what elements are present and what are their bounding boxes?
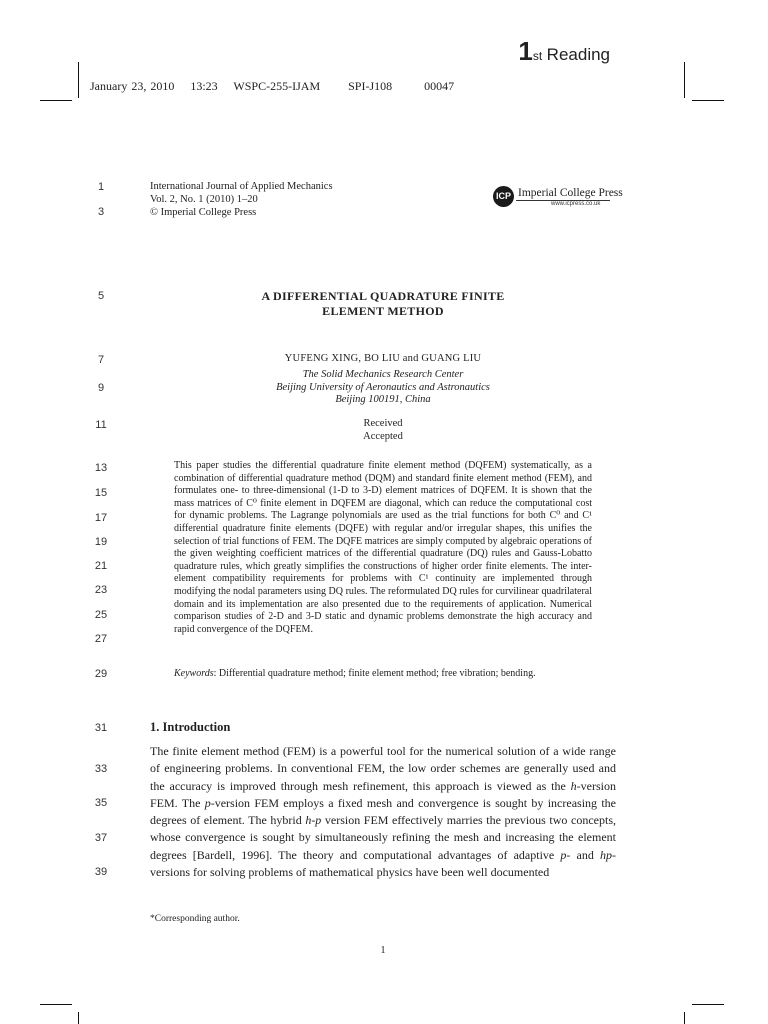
affiliation-line-1: The Solid Mechanics Research Center bbox=[302, 369, 464, 380]
line-number: 27 bbox=[94, 633, 108, 645]
intro-text: -versions for solving problems of mathematical physics have been well documented bbox=[150, 847, 616, 880]
intro-text: -version FEM. The bbox=[150, 778, 616, 810]
intro-text: -version FEM employs a fixed mesh and convergence is sought by increasing the degrees of element. The hybrid bbox=[150, 795, 616, 828]
line-number: 35 bbox=[94, 797, 108, 809]
line-number: 11 bbox=[95, 419, 107, 431]
journal-info bbox=[150, 180, 333, 219]
line-number: 5 bbox=[97, 290, 105, 302]
intro-italic: hp bbox=[600, 847, 612, 862]
first-reading-number: 1 bbox=[518, 36, 533, 66]
crop-mark-top-left-vertical bbox=[78, 62, 79, 98]
crop-mark-bottom-right-vertical bbox=[684, 1012, 685, 1024]
first-reading-text: Reading bbox=[546, 45, 610, 64]
received-dates bbox=[150, 418, 616, 443]
journal-volume: Vol. 2, No. 1 (2010) 1–20 bbox=[150, 194, 258, 205]
intro-text: - and bbox=[566, 847, 600, 862]
publisher-url: www.icpress.co.uk bbox=[551, 201, 601, 207]
line-number: 7 bbox=[97, 354, 105, 366]
crop-mark-bottom-left-vertical bbox=[78, 1012, 79, 1024]
affiliation bbox=[150, 369, 616, 407]
intro-italic: h bbox=[570, 778, 577, 793]
affiliation-line-2: Beijing University of Aeronautics and Astronautics bbox=[276, 381, 490, 393]
line-number: 9 bbox=[97, 382, 105, 394]
title-line-2: ELEMENT METHOD bbox=[322, 304, 444, 318]
footnote: *Corresponding author. bbox=[150, 914, 240, 924]
line-number: 19 bbox=[94, 536, 108, 548]
keywords bbox=[174, 668, 592, 681]
journal-copyright: © Imperial College Press bbox=[150, 207, 257, 218]
line-number: 1 bbox=[97, 181, 105, 193]
line-number: 23 bbox=[94, 584, 108, 596]
line-number: 13 bbox=[94, 462, 108, 474]
accepted-label: Accepted bbox=[363, 430, 403, 442]
line-number: 31 bbox=[94, 722, 108, 734]
page-number: 1 bbox=[380, 945, 386, 956]
affiliation-line-3: Beijing 100191, China bbox=[335, 394, 431, 405]
abstract: This paper studies the differential quadrature finite element method (DQFEM) systematically, as a combination of differential quadrature method (DQM) and standard finite element method (FEM), and formulates one- to three-dimensional (1-D to 3-D) element matrices of DQFEM. It is shown that the mass matrices of C⁰ finite element in DQFEM are diagonal, which can reduce the computational cost for dynamic problems. The Lagrange polynomials are used as the trial functions for both C⁰ and C¹ differential quadrature finite elements (DQFE) with regular and/or irregular shapes, this unifies the selection of trial functions of FEM. The DQFE matrices are simply computed by algebraic operations of the given weighting coefficient matrices of the differential quadrature (DQ) rules and Gauss-Lobatto quadrature rules, which greatly simplifies the constructions of higher order finite elements. The inter-element compatibility requirements for problems with C¹ continuity are implemented through modifying the nodal parameters using DQ rules. The reformulated DQ rules for curvilinear quadrilateral domain and its implementation are also presented due to the requirements of application. Numerical comparison studies of 2-D and 3-D static and dynamic problems demonstrate the high accuracy and rapid convergence of the DQFEM. bbox=[174, 460, 592, 635]
line-number: 17 bbox=[94, 512, 108, 524]
line-number: 25 bbox=[94, 609, 108, 621]
intro-text: The finite element method (FEM) is a powerful tool for the numerical solution of a wide range of engineering problems. In conventional FEM, the low order schemes are generally used and the accuracy is improved through mesh refinement, this approach is viewed as the bbox=[150, 744, 616, 793]
crop-mark-top-left-horizontal bbox=[40, 100, 72, 101]
line-number: 39 bbox=[94, 866, 108, 878]
crop-mark-bottom-left-horizontal bbox=[40, 1004, 72, 1005]
paper-title bbox=[150, 289, 616, 319]
running-header: January 23, 2010 13:23 WSPC-255-IJAM SPI-J108 00047 bbox=[90, 79, 455, 93]
crop-mark-top-right-vertical bbox=[684, 62, 685, 98]
keywords-text: : Differential quadrature method; finite element method; free vibration; bending. bbox=[213, 668, 536, 679]
keywords-label: Keywords bbox=[174, 668, 214, 679]
line-number: 29 bbox=[94, 668, 108, 680]
line-number: 3 bbox=[97, 206, 105, 218]
introduction-paragraph bbox=[150, 743, 616, 881]
first-reading-label bbox=[518, 36, 610, 67]
line-number: 33 bbox=[94, 763, 108, 775]
journal-name: International Journal of Applied Mechanics bbox=[150, 181, 333, 192]
intro-text: version FEM effectively marries the previous two concepts, whose convergence is sought by simultaneously refining the mesh and increasing the element degrees [Bardell, 1996]. The theory and computational advantages of adaptive bbox=[150, 813, 616, 862]
section-heading: 1. Introduction bbox=[150, 720, 231, 734]
line-number: 21 bbox=[94, 560, 108, 572]
intro-italic: p bbox=[560, 847, 567, 862]
line-number: 15 bbox=[94, 487, 108, 499]
received-label: Received bbox=[363, 418, 403, 429]
icp-logo-icon: ICP bbox=[493, 186, 514, 207]
title-line-1: A DIFFERENTIAL QUADRATURE FINITE bbox=[261, 289, 505, 303]
crop-mark-top-right-horizontal bbox=[692, 100, 724, 101]
intro-italic: h-p bbox=[305, 813, 322, 828]
crop-mark-bottom-right-horizontal bbox=[692, 1004, 724, 1005]
first-reading-suffix: st bbox=[532, 49, 543, 63]
line-number: 37 bbox=[94, 832, 108, 844]
intro-italic: p bbox=[204, 795, 211, 810]
publisher-name: Imperial College Press bbox=[518, 187, 623, 199]
authors: YUFENG XING, BO LIU and GUANG LIU bbox=[284, 353, 482, 364]
